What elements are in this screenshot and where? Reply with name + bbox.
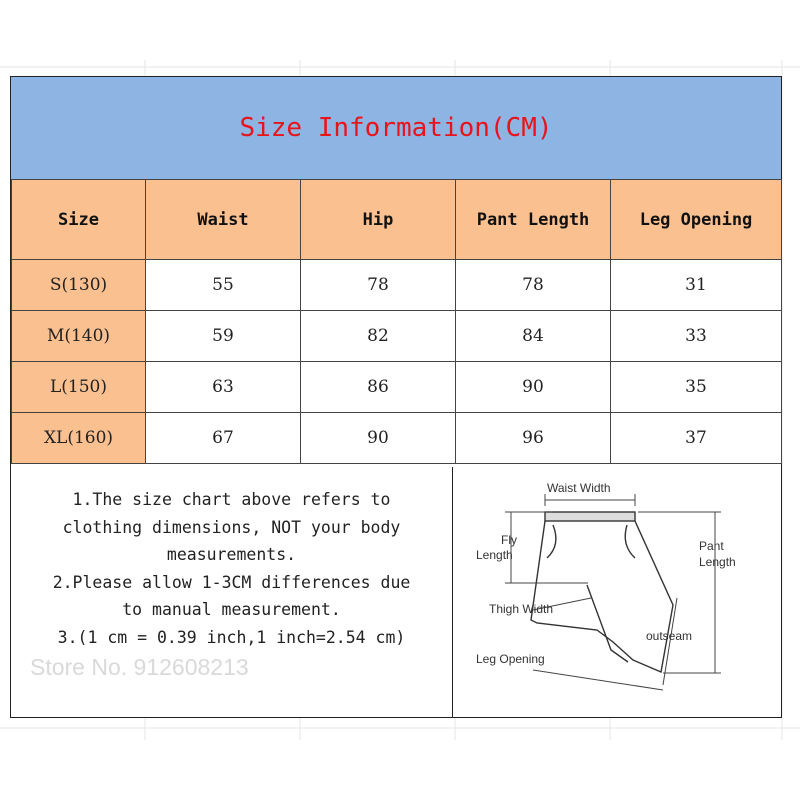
table-row	[12, 362, 782, 413]
pants-outline	[531, 521, 673, 672]
waist-cell: 67	[146, 413, 301, 464]
note-line: to manual measurement.	[122, 600, 341, 619]
size-cell: S(130)	[12, 260, 146, 311]
table-row	[12, 413, 782, 464]
header-waist: Waist	[146, 180, 301, 260]
pant-length-cell: 78	[456, 260, 611, 311]
right-pocket	[625, 525, 635, 558]
note-line: 3.(1 cm = 0.39 inch,1 inch=2.54 cm)	[57, 627, 406, 647]
label-fly-length-2: Length	[476, 548, 513, 562]
waistband-shape	[545, 512, 635, 521]
chart-title: Size Information(CM)	[11, 77, 781, 180]
size-cell: M(140)	[12, 311, 146, 362]
note-line: measurements.	[166, 545, 297, 564]
hip-cell: 86	[301, 362, 456, 413]
size-cell: XL(160)	[12, 413, 146, 464]
label-thigh-width: Thigh Width	[489, 602, 554, 616]
store-watermark: Store No. 912608213	[30, 654, 249, 680]
left-pocket	[547, 525, 556, 558]
label-waist-width: Waist Width	[547, 481, 611, 495]
hip-cell: 78	[301, 260, 456, 311]
waist-cell: 63	[146, 362, 301, 413]
pants-measurement-diagram	[463, 470, 783, 715]
header-pant-length: Pant Length	[456, 180, 611, 260]
header-hip: Hip	[301, 180, 456, 260]
label-pant-length-1: Pant	[699, 539, 724, 553]
leg-opening-cell: 35	[611, 362, 782, 413]
header-size: Size	[12, 180, 146, 260]
label-pant-length-2: Length	[699, 555, 736, 569]
note-line: 2.Please allow 1-3CM differences due	[52, 572, 411, 592]
note-line: 1.The size chart above refers to	[72, 490, 391, 509]
leg-opening-cell: 31	[611, 260, 782, 311]
pant-length-cell: 96	[456, 413, 611, 464]
label-fly-length-1: Fly	[501, 533, 517, 547]
label-leg-opening: Leg Opening	[476, 652, 545, 666]
pant-length-cell: 90	[456, 362, 611, 413]
waist-cell: 59	[146, 311, 301, 362]
hip-cell: 82	[301, 311, 456, 362]
pant-length-cell: 84	[456, 311, 611, 362]
label-outseam: outseam	[646, 629, 693, 643]
waist-cell: 55	[146, 260, 301, 311]
note-line: clothing dimensions, NOT your body	[62, 517, 401, 537]
table-header-row	[12, 180, 782, 260]
size-table	[11, 179, 782, 464]
header-leg-opening: Leg Opening	[611, 180, 782, 260]
hip-cell: 90	[301, 413, 456, 464]
leg-opening-cell: 33	[611, 311, 782, 362]
leg-opening-cell: 37	[611, 413, 782, 464]
table-row	[12, 311, 782, 362]
size-cell: L(150)	[12, 362, 146, 413]
table-row	[12, 260, 782, 311]
